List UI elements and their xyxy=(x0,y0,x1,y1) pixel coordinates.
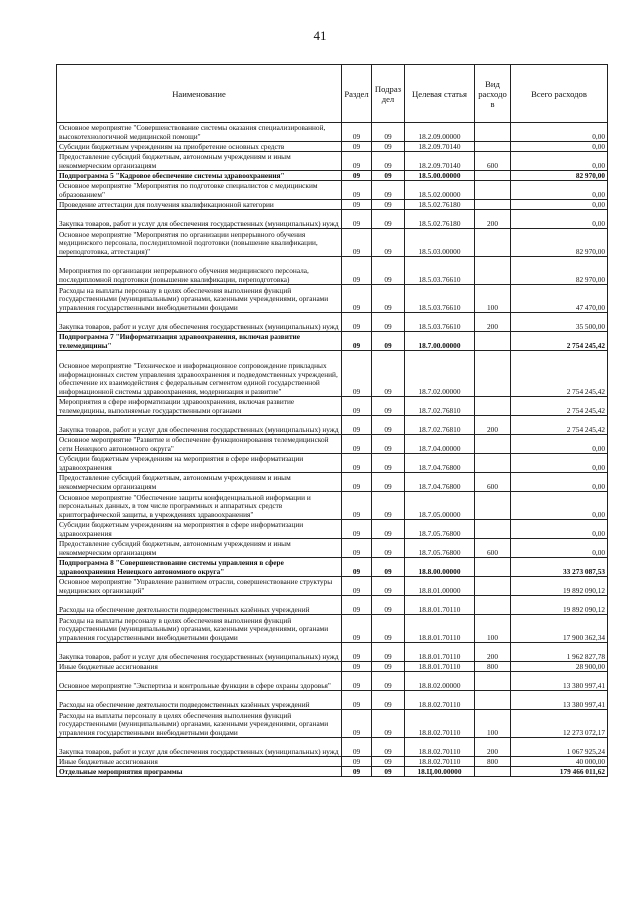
row-subsection: 09 xyxy=(372,520,405,539)
row-subsection: 09 xyxy=(372,332,405,351)
row-target: 18.5.02.76180 xyxy=(405,200,475,210)
table-row xyxy=(57,539,608,558)
row-expense-type xyxy=(475,691,511,710)
row-target: 18.8.01.70110 xyxy=(405,615,475,643)
row-section: 09 xyxy=(342,229,372,257)
row-total: 0,00 xyxy=(511,435,608,454)
page-number: 41 xyxy=(313,28,327,43)
row-total: 12 273 072,17 xyxy=(511,710,608,738)
row-expense-type: 200 xyxy=(475,416,511,435)
row-name: Основное мероприятие "Мероприятия по подготовке специалистов с медицинским образованием" xyxy=(57,181,342,200)
row-name: Отдельные мероприятия программы xyxy=(57,767,342,777)
table-row xyxy=(57,738,608,757)
row-expense-type xyxy=(475,142,511,152)
row-target: 18.7.04.00000 xyxy=(405,435,475,454)
row-expense-type: 100 xyxy=(475,285,511,313)
row-name: Субсидии бюджетным учреждениям на мероприятия в сфере информатизации здравоохранения xyxy=(57,454,342,473)
table-row xyxy=(57,672,608,691)
row-name: Подпрограмма 8 "Совершенствование системы управления в сфере здравоохранения Ненецкого автономного округа" xyxy=(57,558,342,577)
row-total: 0,00 xyxy=(511,539,608,558)
row-target: 18.2.09.00000 xyxy=(405,123,475,142)
row-name: Основное мероприятие "Совершенствование системы оказания специализированной, высокотехнологичной медицинской помощи" xyxy=(57,123,342,142)
row-name: Предоставление субсидий бюджетным, автономным учреждениям и иным некоммерческим организациям xyxy=(57,473,342,492)
row-section: 09 xyxy=(342,577,372,596)
table-row xyxy=(57,596,608,615)
row-target: 18.7.05.76800 xyxy=(405,520,475,539)
row-total: 17 900 362,34 xyxy=(511,615,608,643)
row-expense-type: 100 xyxy=(475,710,511,738)
table-row xyxy=(57,152,608,171)
row-name: Подпрограмма 5 "Кадровое обеспечение системы здравоохранения" xyxy=(57,171,342,181)
row-total: 0,00 xyxy=(511,152,608,171)
row-subsection: 09 xyxy=(372,142,405,152)
row-subsection: 09 xyxy=(372,539,405,558)
row-expense-type xyxy=(475,257,511,285)
row-name: Закупка товаров, работ и услуг для обеспечения государственных (муниципальных) нужд xyxy=(57,738,342,757)
row-expense-type: 800 xyxy=(475,662,511,672)
row-name: Подпрограмма 7 "Информатизация здравоохранения, включая развитие телемедицины" xyxy=(57,332,342,351)
row-target: 18.2.09.70140 xyxy=(405,142,475,152)
row-target: 18.5.03.76610 xyxy=(405,313,475,332)
row-expense-type xyxy=(475,200,511,210)
row-section: 09 xyxy=(342,435,372,454)
row-total: 2 754 245,42 xyxy=(511,416,608,435)
row-target: 18.8.01.70110 xyxy=(405,596,475,615)
row-total: 0,00 xyxy=(511,123,608,142)
row-expense-type xyxy=(475,181,511,200)
row-target: 18.7.04.76800 xyxy=(405,454,475,473)
row-total: 82 970,00 xyxy=(511,229,608,257)
row-section: 09 xyxy=(342,757,372,767)
header-row xyxy=(57,65,608,123)
row-total: 0,00 xyxy=(511,473,608,492)
row-expense-type xyxy=(475,229,511,257)
row-name: Основное мероприятие "Мероприятия по организации непрерывного обучения медицинского персонала, последипломной подготовки (повышение квалификации, переподготовка, аттестация)" xyxy=(57,229,342,257)
row-expense-type xyxy=(475,492,511,520)
table-row xyxy=(57,454,608,473)
row-section: 09 xyxy=(342,313,372,332)
table-row xyxy=(57,397,608,416)
row-expense-type: 200 xyxy=(475,210,511,229)
table-row xyxy=(57,492,608,520)
row-subsection: 09 xyxy=(372,123,405,142)
row-name: Мероприятия в сфере информатизации здравоохранения, включая развитие телемедицины, выполняемые государственными органами xyxy=(57,397,342,416)
row-name: Иные бюджетные ассигнования xyxy=(57,662,342,672)
row-target: 18.7.05.00000 xyxy=(405,492,475,520)
table-row xyxy=(57,285,608,313)
row-section: 09 xyxy=(342,285,372,313)
row-section: 09 xyxy=(342,416,372,435)
row-target: 18.Ц.00.00000 xyxy=(405,767,475,777)
row-total: 47 470,00 xyxy=(511,285,608,313)
row-subsection: 09 xyxy=(372,672,405,691)
table-row xyxy=(57,662,608,672)
row-section: 09 xyxy=(342,691,372,710)
row-target: 18.7.00.00000 xyxy=(405,332,475,351)
header-target: Целевая статья xyxy=(405,65,475,123)
row-subsection: 09 xyxy=(372,738,405,757)
row-expense-type: 200 xyxy=(475,313,511,332)
row-section: 09 xyxy=(342,181,372,200)
row-name: Закупка товаров, работ и услуг для обеспечения государственных (муниципальных) нужд xyxy=(57,643,342,662)
row-subsection: 09 xyxy=(372,435,405,454)
row-section: 09 xyxy=(342,210,372,229)
row-section: 09 xyxy=(342,672,372,691)
row-total: 0,00 xyxy=(511,492,608,520)
row-total: 1 962 827,78 xyxy=(511,643,608,662)
row-subsection: 09 xyxy=(372,397,405,416)
table-row xyxy=(57,520,608,539)
row-subsection: 09 xyxy=(372,710,405,738)
row-name: Расходы на обеспечение деятельности подведомственных казённых учреждений xyxy=(57,691,342,710)
row-name: Расходы на выплаты персоналу в целях обеспечения выполнения функций государственными (муниципальными) органами, казенными учреждениями, органами управления государственными внебюджетными фондами xyxy=(57,285,342,313)
row-name: Расходы на выплаты персоналу в целях обеспечения выполнения функций государственными (муниципальными) органами, казенными учреждениями, органами управления государственными внебюджетными фондами xyxy=(57,710,342,738)
row-expense-type: 600 xyxy=(475,152,511,171)
row-subsection: 09 xyxy=(372,210,405,229)
row-expense-type: 200 xyxy=(475,643,511,662)
row-name: Проведение аттестации для получения квалификационной категории xyxy=(57,200,342,210)
row-total: 0,00 xyxy=(511,454,608,473)
row-subsection: 09 xyxy=(372,757,405,767)
row-total: 33 273 087,53 xyxy=(511,558,608,577)
row-expense-type xyxy=(475,397,511,416)
row-expense-type xyxy=(475,672,511,691)
table-row xyxy=(57,643,608,662)
row-section: 09 xyxy=(342,152,372,171)
table-row xyxy=(57,691,608,710)
row-subsection: 09 xyxy=(372,691,405,710)
row-subsection: 09 xyxy=(372,558,405,577)
table-row xyxy=(57,577,608,596)
row-section: 09 xyxy=(342,662,372,672)
table-row xyxy=(57,351,608,397)
row-name: Предоставление субсидий бюджетным, автономным учреждениям и иным некоммерческим организациям xyxy=(57,152,342,171)
row-total: 1 067 925,24 xyxy=(511,738,608,757)
row-target: 18.8.02.00000 xyxy=(405,672,475,691)
row-name: Основное мероприятие "Управление развитием отрасли, совершенствование структуры медицинских организаций" xyxy=(57,577,342,596)
row-total: 35 500,00 xyxy=(511,313,608,332)
row-total: 13 380 997,41 xyxy=(511,672,608,691)
row-name: Основное мероприятие "Обеспечение защиты конфиденциальной информации и персональных данных, в том числе программных и аппаратных средств криптографической защиты, в учреждениях здравоохранения" xyxy=(57,492,342,520)
table-row xyxy=(57,767,608,777)
row-name: Основное мероприятие "Развитие и обеспечение функционирования телемедицинской сети Ненецкого автономного округа" xyxy=(57,435,342,454)
row-section: 09 xyxy=(342,351,372,397)
row-section: 09 xyxy=(342,539,372,558)
row-total: 179 466 011,62 xyxy=(511,767,608,777)
row-section: 09 xyxy=(342,492,372,520)
row-target: 18.7.02.00000 xyxy=(405,351,475,397)
row-name: Расходы на обеспечение деятельности подведомственных казённых учреждений xyxy=(57,596,342,615)
row-expense-type: 600 xyxy=(475,539,511,558)
table-row xyxy=(57,473,608,492)
row-name: Субсидии бюджетным учреждениям на приобретение основных средств xyxy=(57,142,342,152)
table-row xyxy=(57,757,608,767)
row-target: 18.8.02.70110 xyxy=(405,710,475,738)
row-subsection: 09 xyxy=(372,492,405,520)
table-row xyxy=(57,171,608,181)
table-row xyxy=(57,710,608,738)
row-target: 18.7.02.76810 xyxy=(405,416,475,435)
row-total: 82 970,00 xyxy=(511,171,608,181)
row-name: Основное мероприятие "Экспертиза и контрольные функции в сфере охраны здоровья" xyxy=(57,672,342,691)
table-row xyxy=(57,229,608,257)
row-total: 0,00 xyxy=(511,181,608,200)
row-subsection: 09 xyxy=(372,313,405,332)
row-name: Предоставление субсидий бюджетным, автономным учреждениям и иным некоммерческим организациям xyxy=(57,539,342,558)
row-total: 82 970,00 xyxy=(511,257,608,285)
row-total: 0,00 xyxy=(511,210,608,229)
row-section: 09 xyxy=(342,171,372,181)
row-subsection: 09 xyxy=(372,181,405,200)
row-expense-type: 800 xyxy=(475,757,511,767)
row-total: 28 900,00 xyxy=(511,662,608,672)
row-subsection: 09 xyxy=(372,285,405,313)
row-expense-type xyxy=(475,520,511,539)
row-target: 18.5.03.76610 xyxy=(405,257,475,285)
row-section: 09 xyxy=(342,200,372,210)
row-section: 09 xyxy=(342,397,372,416)
row-subsection: 09 xyxy=(372,200,405,210)
row-section: 09 xyxy=(342,643,372,662)
row-target: 18.5.00.00000 xyxy=(405,171,475,181)
header-expense-type: Вид расходо в xyxy=(475,65,511,123)
row-target: 18.5.03.76610 xyxy=(405,285,475,313)
row-name: Мероприятия по организации непрерывного обучения медицинского персонала, последипломной подготовки (повышение квалификации, переподготовка) xyxy=(57,257,342,285)
row-section: 09 xyxy=(342,142,372,152)
row-total: 0,00 xyxy=(511,520,608,539)
row-subsection: 09 xyxy=(372,257,405,285)
row-total: 13 380 997,41 xyxy=(511,691,608,710)
row-total: 2 754 245,42 xyxy=(511,332,608,351)
row-target: 18.5.03.00000 xyxy=(405,229,475,257)
row-subsection: 09 xyxy=(372,577,405,596)
header-subsection: Подраз дел xyxy=(372,65,405,123)
row-target: 18.5.02.76180 xyxy=(405,210,475,229)
row-target: 18.8.01.00000 xyxy=(405,577,475,596)
row-expense-type xyxy=(475,558,511,577)
row-expense-type xyxy=(475,767,511,777)
row-name: Закупка товаров, работ и услуг для обеспечения государственных (муниципальных) нужд xyxy=(57,210,342,229)
table-row xyxy=(57,615,608,643)
row-total: 19 892 090,12 xyxy=(511,596,608,615)
row-subsection: 09 xyxy=(372,473,405,492)
row-total: 2 754 245,42 xyxy=(511,351,608,397)
row-target: 18.8.01.70110 xyxy=(405,662,475,672)
table-row xyxy=(57,435,608,454)
row-section: 09 xyxy=(342,520,372,539)
row-expense-type xyxy=(475,171,511,181)
row-section: 09 xyxy=(342,454,372,473)
table-row xyxy=(57,416,608,435)
row-subsection: 09 xyxy=(372,767,405,777)
row-total: 0,00 xyxy=(511,142,608,152)
table-row xyxy=(57,200,608,210)
row-subsection: 09 xyxy=(372,171,405,181)
row-section: 09 xyxy=(342,596,372,615)
row-name: Расходы на выплаты персоналу в целях обеспечения выполнения функций государственными (муниципальными) органами, казенными учреждениями, органами управления государственными внебюджетными фондами xyxy=(57,615,342,643)
row-total: 0,00 xyxy=(511,200,608,210)
row-expense-type xyxy=(475,351,511,397)
row-section: 09 xyxy=(342,257,372,285)
row-expense-type: 200 xyxy=(475,738,511,757)
table-row xyxy=(57,123,608,142)
row-expense-type xyxy=(475,332,511,351)
row-target: 18.8.02.70110 xyxy=(405,757,475,767)
row-target: 18.7.04.76800 xyxy=(405,473,475,492)
table-row xyxy=(57,558,608,577)
row-subsection: 09 xyxy=(372,643,405,662)
row-target: 18.2.09.70140 xyxy=(405,152,475,171)
row-subsection: 09 xyxy=(372,416,405,435)
row-total: 19 892 090,12 xyxy=(511,577,608,596)
header-name: Наименование xyxy=(57,65,342,123)
header-total: Всего расходов xyxy=(511,65,608,123)
row-name: Закупка товаров, работ и услуг для обеспечения государственных (муниципальных) нужд xyxy=(57,416,342,435)
row-expense-type: 600 xyxy=(475,473,511,492)
row-subsection: 09 xyxy=(372,152,405,171)
row-subsection: 09 xyxy=(372,615,405,643)
row-section: 09 xyxy=(342,473,372,492)
row-expense-type xyxy=(475,435,511,454)
row-subsection: 09 xyxy=(372,454,405,473)
row-subsection: 09 xyxy=(372,662,405,672)
budget-table xyxy=(56,64,608,777)
row-target: 18.8.01.70110 xyxy=(405,643,475,662)
header-section: Раздел xyxy=(342,65,372,123)
row-section: 09 xyxy=(342,558,372,577)
row-target: 18.8.02.70110 xyxy=(405,691,475,710)
row-target: 18.5.02.00000 xyxy=(405,181,475,200)
table-row xyxy=(57,181,608,200)
row-subsection: 09 xyxy=(372,596,405,615)
table-row xyxy=(57,210,608,229)
row-section: 09 xyxy=(342,615,372,643)
row-target: 18.7.05.76800 xyxy=(405,539,475,558)
row-subsection: 09 xyxy=(372,229,405,257)
row-total: 2 754 245,42 xyxy=(511,397,608,416)
table-body xyxy=(57,123,608,777)
row-subsection: 09 xyxy=(372,351,405,397)
row-target: 18.8.02.70110 xyxy=(405,738,475,757)
row-section: 09 xyxy=(342,767,372,777)
row-name: Закупка товаров, работ и услуг для обеспечения государственных (муниципальных) нужд xyxy=(57,313,342,332)
row-expense-type xyxy=(475,123,511,142)
row-expense-type: 100 xyxy=(475,615,511,643)
row-expense-type xyxy=(475,577,511,596)
row-expense-type xyxy=(475,596,511,615)
row-target: 18.7.02.76810 xyxy=(405,397,475,416)
table-row xyxy=(57,313,608,332)
row-section: 09 xyxy=(342,332,372,351)
table-row xyxy=(57,142,608,152)
table-row xyxy=(57,332,608,351)
row-target: 18.8.00.00000 xyxy=(405,558,475,577)
row-name: Иные бюджетные ассигнования xyxy=(57,757,342,767)
row-section: 09 xyxy=(342,738,372,757)
table-row xyxy=(57,257,608,285)
row-expense-type xyxy=(475,454,511,473)
row-section: 09 xyxy=(342,710,372,738)
row-section: 09 xyxy=(342,123,372,142)
row-name: Субсидии бюджетным учреждениям на мероприятия в сфере информатизации здравоохранения xyxy=(57,520,342,539)
row-name: Основное мероприятие "Техническое и информационное сопровождение прикладных информационных систем управления здравоохранения и подведомственных учреждений, обеспечение их взаимодействия с федеральным сегментом единой государственной информационной системы здравоохранения, модернизация и развитие" xyxy=(57,351,342,397)
row-total: 40 000,00 xyxy=(511,757,608,767)
